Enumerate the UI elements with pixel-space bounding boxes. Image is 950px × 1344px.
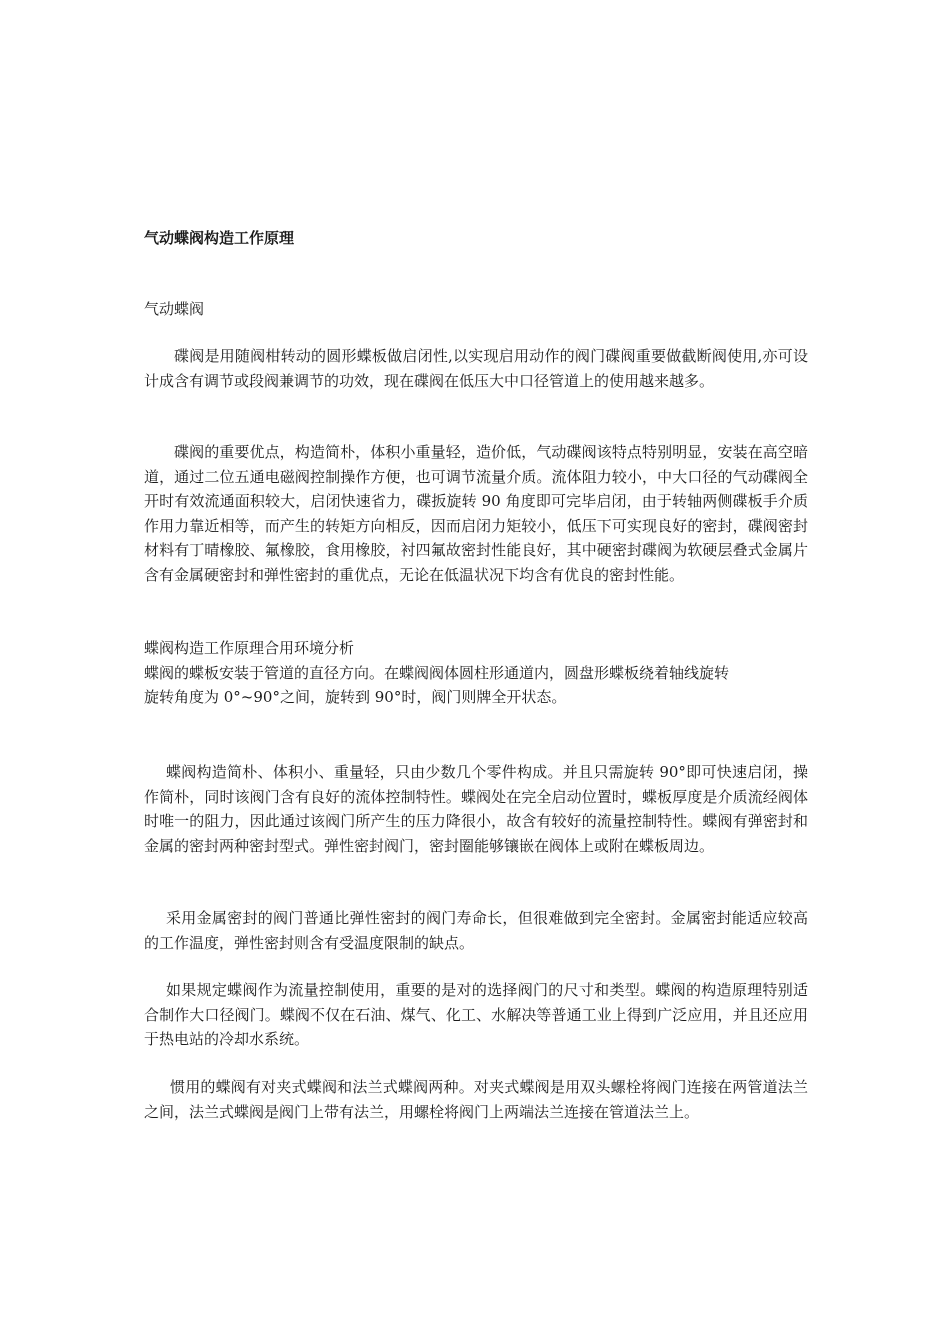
paragraph-flow-control: 如果规定蝶阀作为流量控制使用，重要的是对的选择阀门的尺寸和类型。蝶阀的构造原理特别适合制作大口径阀门。蝶阀不仅在石油、煤气、化工、水解决等普通工业上得到广泛应用，并且还应用于热电站的冷却水系统。: [144, 981, 808, 1048]
section-heading: 蝶阀构造工作原理合用环境分析: [144, 639, 355, 657]
document-title: 气动蝶阀构造工作原理: [144, 229, 295, 247]
section-environment: [144, 636, 808, 710]
paragraph-metal-seal: 采用金属密封的阀门普通比弹性密封的阀门寿命长，但很难做到完全密封。金属密封能适应较高的工作温度，弹性密封则含有受温度限制的缺点。: [144, 909, 808, 952]
paragraph-intro: 碟阀是用随阀柑转动的圆形蝶板做启闭性,以实现启用动作的阀门碟阀重要做截断阀使用,亦可设计成含有调节或段阀兼调节的功效，现在碟阀在低压大中口径管道上的使用越来越多。: [144, 347, 808, 390]
document-subtitle: 气动蝶阀: [144, 300, 205, 318]
section-line: 蝶阀的蝶板安装于管道的直径方向。在蝶阀阀体圆柱形通道内，圆盘形蝶板绕着轴线旋转: [144, 663, 730, 682]
section-line: 旋转角度为 0°~90°之间，旋转到 90°时，阀门则牌全开状态。: [144, 688, 567, 706]
paragraph-types: 惯用的蝶阀有对夹式蝶阀和法兰式蝶阀两种。对夹式蝶阀是用双头螺栓将阀门连接在两管道法兰之间，法兰式蝶阀是阀门上带有法兰，用螺栓将阀门上两端法兰连接在管道法兰上。: [144, 1078, 808, 1121]
paragraph-advantages: 碟阀的重要优点，构造简朴，体积小重量轻，造价低，气动碟阀该特点特别明显，安装在高空暗道，通过二位五通电磁阀控制操作方便，也可调节流量介质。流体阻力较小，中大口径的气动碟阀全开时有效流通面积较大，启闭快速省力，碟扳旋转 90 角度即可完毕启闭，由于转轴两侧碟板手介质作用力靠近相等，而产生的转矩方向相反，因而启闭力矩较小，低压下可实现良好的密封，碟阀密封材料有丁晴橡胶、氟橡胶，食用橡胶，衬四氟故密封性能良好，其中硬密封碟阀为软硬层叠式金属片含有金属硬密封和弹性密封的重优点，无论在低温状况下均含有优良的密封性能。: [144, 443, 808, 584]
paragraph-structure: 蝶阀构造简朴、体积小、重量轻，只由少数几个零件构成。并且只需旋转 90°即可快速启闭，操作简朴，同时该阀门含有良好的流体控制特性。蝶阀处在完全启动位置时，蝶板厚度是介质流经阀体时唯一的阻力，因此通过该阀门所产生的压力降很小，故含有较好的流量控制特性。蝶阀有弹密封和金属的密封两种密封型式。弹性密封阀门，密封圈能够镶嵌在阀体上或附在蝶板周边。: [144, 763, 808, 855]
